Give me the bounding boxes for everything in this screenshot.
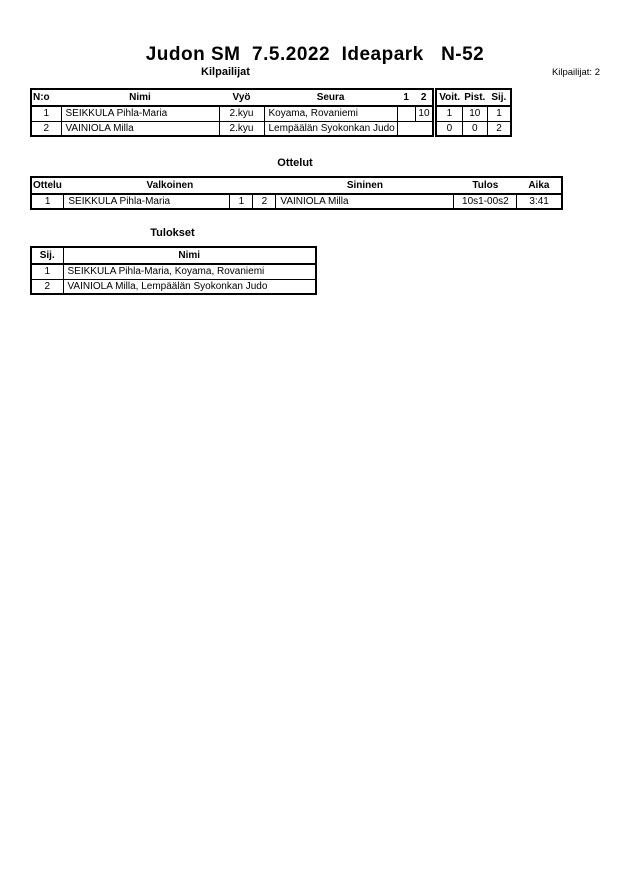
cell-voit: 1 — [436, 106, 462, 121]
col-header-valkoinen: Valkoinen — [64, 177, 276, 194]
cell-white-number: 1 — [230, 194, 253, 209]
table-row — [436, 106, 511, 121]
col-header-seura: Seura — [264, 89, 397, 106]
cell-score1 — [397, 106, 415, 121]
cell-sij: 2 — [487, 121, 511, 136]
col-header-nimi: Nimi — [61, 89, 219, 106]
cell-score2: 10 — [415, 106, 433, 121]
cell-sininen: VAINIOLA Milla — [276, 194, 454, 209]
table-row — [31, 194, 562, 209]
col-header-score2: 2 — [415, 89, 433, 106]
section-heading-kilpailijat: Kilpailijat — [201, 66, 250, 78]
col-header-tulos: Tulos — [454, 177, 517, 194]
matches-table-group — [30, 176, 563, 210]
col-header-sij: Sij. — [487, 89, 511, 106]
cell-aika: 3:41 — [517, 194, 562, 209]
standings-header-row — [436, 89, 511, 106]
cell-no: 2 — [31, 121, 61, 136]
cell-pist: 0 — [462, 121, 487, 136]
col-header-sininen: Sininen — [276, 177, 454, 194]
cell-vyo: 2.kyu — [219, 121, 264, 136]
matches-table — [30, 176, 563, 210]
cell-nimi: SEIKKULA Pihla-Maria, Koyama, Rovaniemi — [63, 264, 316, 279]
cell-valkoinen: SEIKKULA Pihla-Maria — [64, 194, 230, 209]
cell-scores — [397, 121, 433, 136]
results-table-group — [30, 246, 317, 295]
col-header-no: N:o — [31, 89, 61, 106]
results-table — [30, 246, 317, 295]
competitors-header-row — [31, 89, 433, 106]
cell-pist: 10 — [462, 106, 487, 121]
results-header-row — [31, 247, 316, 264]
cell-voit: 0 — [436, 121, 462, 136]
col-header-score1: 1 — [397, 89, 415, 106]
competitors-table — [30, 88, 434, 137]
cell-nimi: SEIKKULA Pihla-Maria — [61, 106, 219, 121]
table-row — [31, 121, 433, 136]
cell-tulos: 10s1-00s2 — [454, 194, 517, 209]
cell-nimi: VAINIOLA Milla, Lempäälän Syokonkan Judo — [63, 279, 316, 294]
cell-ottelu: 1 — [31, 194, 64, 209]
col-header-pist: Pist. — [462, 89, 487, 106]
col-header-voit: Voit. — [436, 89, 462, 106]
cell-vyo: 2.kyu — [219, 106, 264, 121]
page-title: Judon SM 7.5.2022 Ideapark N-52 — [145, 44, 485, 65]
col-header-aika: Aika — [517, 177, 562, 194]
cell-sij: 1 — [487, 106, 511, 121]
cell-no: 1 — [31, 106, 61, 121]
col-header-nimi: Nimi — [63, 247, 316, 264]
cell-sij: 2 — [31, 279, 63, 294]
competitors-table-group — [30, 88, 512, 137]
cell-nimi: VAINIOLA Milla — [61, 121, 219, 136]
cell-seura: Lempäälän Syokonkan Judo — [264, 121, 397, 136]
cell-blue-number: 2 — [253, 194, 276, 209]
competitors-count-label: Kilpailijat: 2 — [551, 67, 600, 78]
col-header-vyo: Vyö — [219, 89, 264, 106]
table-row — [436, 121, 511, 136]
section-heading-ottelut: Ottelut — [277, 157, 313, 169]
cell-seura: Koyama, Rovaniemi — [264, 106, 397, 121]
table-row — [31, 279, 316, 294]
table-row — [31, 106, 433, 121]
competitors-standings-table — [435, 88, 512, 137]
col-header-ottelu: Ottelu — [31, 177, 64, 194]
cell-sij: 1 — [31, 264, 63, 279]
table-row — [31, 264, 316, 279]
matches-header-row — [31, 177, 562, 194]
col-header-sij: Sij. — [31, 247, 63, 264]
section-heading-tulokset: Tulokset — [150, 227, 195, 239]
